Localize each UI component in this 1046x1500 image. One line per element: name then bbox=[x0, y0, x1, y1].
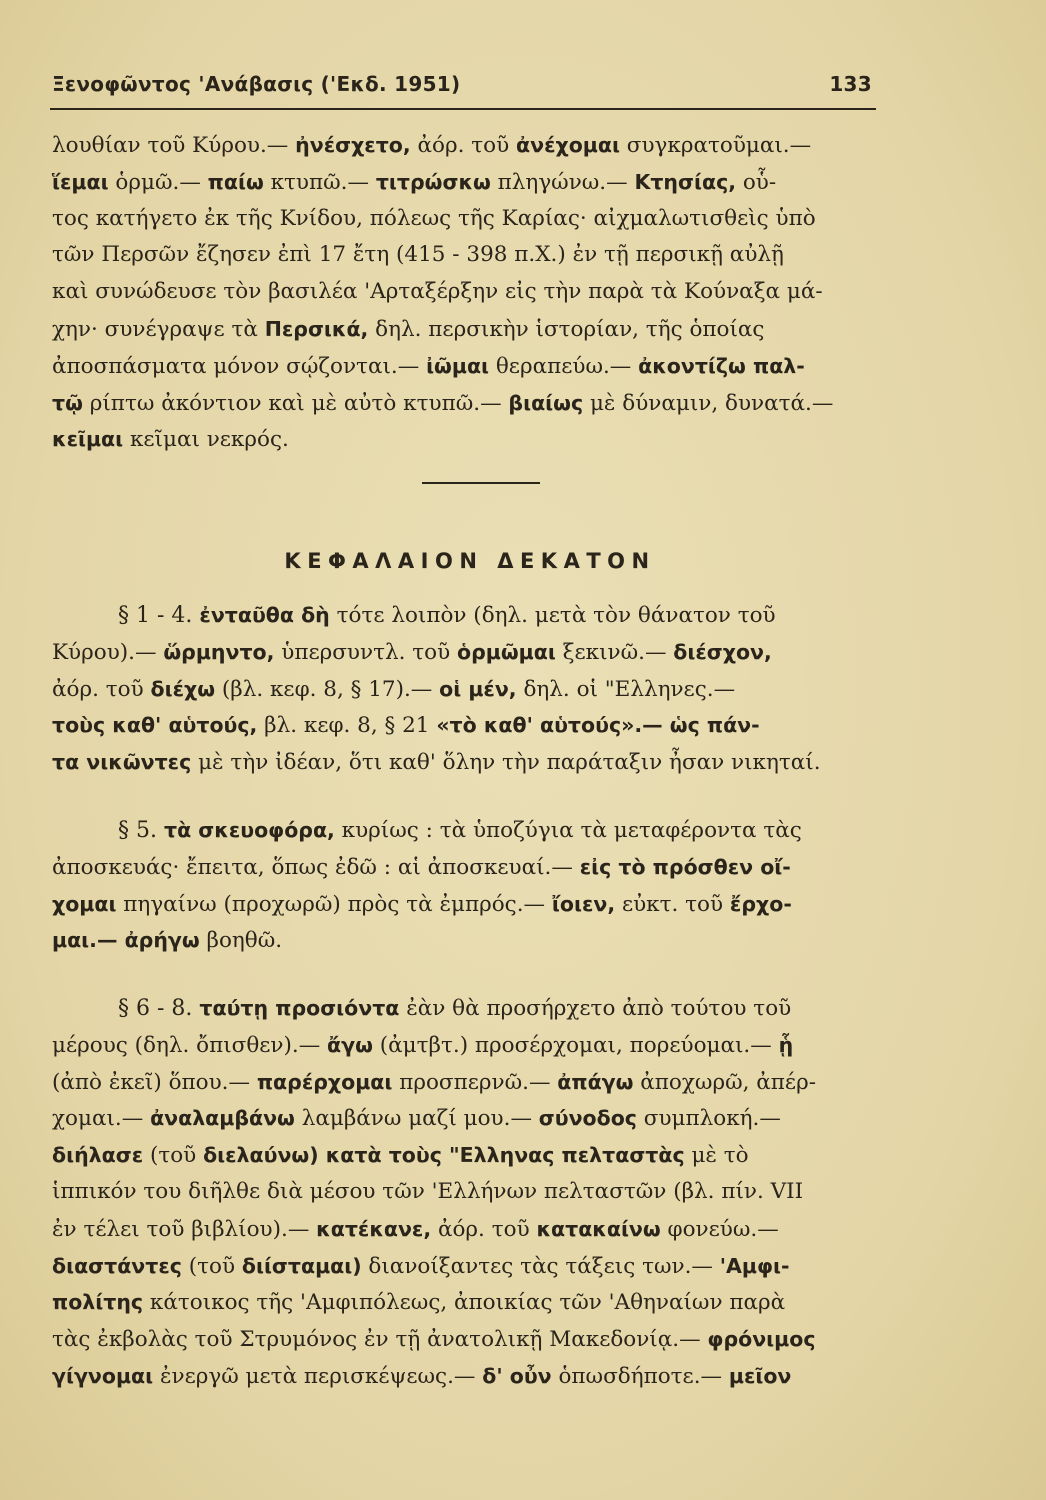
text-line bbox=[52, 634, 872, 671]
bold-term: ἠνέσχετο, bbox=[295, 133, 411, 157]
bold-term: τῷ bbox=[52, 390, 83, 415]
bold-term: τὰ σκευοφόρα, bbox=[163, 818, 335, 842]
bold-term: ἀπάγω bbox=[557, 1069, 634, 1094]
bold-term: ὁρμῶμαι bbox=[457, 639, 556, 664]
bold-term: διέχω bbox=[150, 676, 216, 701]
bold-term: κεῖμαι bbox=[52, 427, 124, 452]
gloss-text: τῶν Περσῶν ἔζησεν ἐπὶ 17 ἔτη (415 - 398 π.Χ.) ἐν τῇ περσικῇ αὐλῇ bbox=[52, 242, 784, 268]
gloss-text: ἀόρ. τοῦ bbox=[410, 133, 517, 158]
bold-term: ᾗ bbox=[778, 1032, 794, 1057]
gloss-text: ἀόρ. τοῦ bbox=[52, 676, 151, 702]
gloss-text: ἐὰν θὰ προσήρχετο ἀπὸ τούτου τοῦ bbox=[399, 996, 792, 1021]
gloss-text: διανοίξαντες τὰς τάξεις των.— bbox=[361, 1253, 720, 1279]
text-line bbox=[52, 597, 872, 634]
page-number: 133 bbox=[829, 72, 872, 96]
text-line bbox=[52, 1064, 872, 1101]
bold-term: πολίτης bbox=[52, 1290, 144, 1315]
gloss-text: εὐκτ. τοῦ bbox=[615, 891, 730, 917]
text-line bbox=[52, 849, 872, 886]
header-rule bbox=[50, 108, 876, 110]
bold-term: παίω bbox=[207, 169, 264, 194]
bold-term: χομαι bbox=[52, 891, 117, 916]
bold-term: ἔρχο- bbox=[729, 891, 792, 916]
bold-term: ἰῶμαι bbox=[426, 353, 490, 378]
bold-term: ἀνέχομαι bbox=[516, 133, 620, 157]
gloss-text: συμπλοκή.— bbox=[636, 1106, 781, 1132]
bold-term: σύνοδος bbox=[538, 1106, 637, 1131]
bold-term: διέσχον, bbox=[673, 639, 772, 664]
gloss-text: (τοῦ bbox=[143, 1143, 204, 1169]
gloss-text: δηλ. οἱ "Ελληνες.— bbox=[516, 676, 736, 702]
text-line bbox=[52, 812, 872, 849]
bold-term: γίγνομαι bbox=[52, 1363, 154, 1388]
gloss-text: (τοῦ bbox=[181, 1253, 242, 1279]
gloss-text: τὰς ἐκβολὰς τοῦ Στρυμόνος ἐν τῇ ἀνατολικῇ Μακεδονίᾳ.— bbox=[52, 1327, 708, 1353]
gloss-text: ὑπερσυντλ. τοῦ bbox=[274, 639, 457, 665]
section-marker: § 5. bbox=[118, 818, 164, 843]
gloss-text: κυρίως : τὰ ὑποζύγια τὰ μεταφέροντα τὰς bbox=[334, 818, 802, 843]
bold-term: τιτρώσκω bbox=[375, 169, 491, 194]
glossary-paragraph-5 bbox=[52, 812, 872, 959]
text-line bbox=[52, 922, 872, 959]
bold-term: μαι.— ἀρήγω bbox=[52, 928, 200, 953]
bold-term: βιαίως bbox=[508, 390, 584, 415]
gloss-text: κτυπῶ.— bbox=[263, 169, 376, 195]
bold-term: μεῖον bbox=[728, 1363, 792, 1388]
bold-term: δ' οὖν bbox=[482, 1363, 552, 1388]
text-line bbox=[52, 1137, 872, 1174]
gloss-text: μὲ τὴν ἰδέαν, ὅτι καθ' ὅλην τὴν παράταξιν ἦσαν νικηταί. bbox=[191, 750, 821, 776]
gloss-text: (βλ. κεφ. 8, § 17).— bbox=[215, 676, 440, 702]
text-line bbox=[52, 707, 872, 744]
running-header bbox=[52, 72, 872, 96]
gloss-text: μέρους (δηλ. ὄπισθεν).— bbox=[52, 1032, 328, 1058]
header-title: Ξενοφῶντος 'Ανάβασις ('Εκδ. 1951) bbox=[52, 72, 461, 96]
text-line bbox=[52, 201, 872, 238]
gloss-text: χην· συνέγραψε τὰ bbox=[52, 316, 265, 342]
gloss-text: δηλ. περσικὴν ἱστορίαν, τῆς ὁποίας bbox=[368, 316, 765, 342]
gloss-text: κάτοικος τῆς 'Αμφιπόλεως, ἀποικίας τῶν 'Αθηναίων παρὰ bbox=[143, 1290, 786, 1316]
gloss-text: τότε λοιπὸν (δηλ. μετὰ τὸν θάνατον τοῦ bbox=[329, 603, 776, 628]
gloss-text: λουθίαν τοῦ Κύρου.— bbox=[52, 133, 296, 158]
gloss-text: ὁρμῶ.— bbox=[108, 169, 208, 195]
bold-term: ἀκοντίζω παλ- bbox=[638, 353, 805, 378]
gloss-text: (ἀμτβτ.) προσέρχομαι, πορεύομαι.— bbox=[372, 1032, 779, 1058]
chapter-heading: ΚΕΦΑΛΑΙΟΝ ΔΕΚΑΤΟΝ bbox=[284, 549, 656, 573]
text-line bbox=[52, 1284, 872, 1321]
text-line bbox=[52, 348, 872, 385]
bold-term: ἄγω bbox=[327, 1032, 373, 1057]
gloss-text: ξεκινῶ.— bbox=[555, 639, 674, 665]
bold-term: κατέκανε, bbox=[316, 1216, 432, 1241]
text-line bbox=[52, 385, 872, 422]
text-line bbox=[52, 237, 872, 274]
gloss-text: προσπερνῶ.— bbox=[392, 1069, 558, 1095]
gloss-text: φονεύω.— bbox=[660, 1216, 779, 1242]
text-line bbox=[52, 274, 872, 311]
text-line bbox=[52, 127, 872, 164]
gloss-text: τος κατήγετο ἐκ τῆς Κνίδου, πόλεως τῆς Καρίας· αἰχμαλωτισθεὶς ὑπὸ bbox=[52, 205, 816, 231]
text-line bbox=[52, 990, 872, 1027]
text-line bbox=[52, 164, 872, 201]
gloss-text: Κύρου).— bbox=[52, 639, 164, 665]
text-line bbox=[52, 1358, 872, 1395]
gloss-text: ἀόρ. τοῦ bbox=[431, 1216, 537, 1242]
section-marker: § 1 - 4. bbox=[118, 603, 200, 628]
gloss-text: συγκρατοῦμαι.— bbox=[619, 133, 812, 158]
section-marker: § 6 - 8. bbox=[118, 996, 200, 1021]
bold-term: διαστάντες bbox=[52, 1253, 182, 1278]
text-line bbox=[52, 1248, 872, 1285]
text-line bbox=[52, 744, 872, 781]
bold-term: ταύτῃ προσιόντα bbox=[199, 996, 400, 1020]
gloss-text: θεραπεύω.— bbox=[489, 353, 639, 379]
text-line bbox=[52, 311, 872, 348]
bold-term: κατακαίνω bbox=[536, 1216, 661, 1241]
gloss-text: ἱππικόν του διῆλθε διὰ μέσου τῶν 'Ελλήνων πελταστῶν (βλ. πίν. VII bbox=[52, 1178, 804, 1204]
text-line bbox=[52, 1211, 872, 1248]
bold-term: τοὺς καθ' αὑτούς, bbox=[52, 713, 258, 738]
bold-term: ἐνταῦθα δὴ bbox=[199, 603, 330, 627]
bold-term: εἰς τὸ πρόσθεν οἴ- bbox=[579, 854, 791, 879]
gloss-text: λαμβάνω μαζί μου.— bbox=[294, 1106, 539, 1132]
text-line bbox=[52, 1174, 872, 1211]
gloss-text: καὶ συνώδευσε τὸν βασιλέα 'Αρταξέρξην εἰς τὴν παρὰ τὰ Κούναξα μά- bbox=[52, 279, 823, 305]
bold-term: ὥρμηντο, bbox=[163, 639, 275, 664]
gloss-text: ἀποχωρῶ, ἀπέρ- bbox=[633, 1069, 816, 1095]
section-divider bbox=[422, 482, 540, 484]
text-line bbox=[52, 671, 872, 708]
bold-term: ἵεμαι bbox=[52, 169, 109, 194]
glossary-paragraph-6-8 bbox=[52, 990, 872, 1395]
gloss-text: ἀποσκευάς· ἔπειτα, ὅπως ἐδῶ : αἱ ἀποσκευαί.— bbox=[52, 854, 580, 880]
bold-term: «τὸ καθ' αὑτούς».— ὡς πάν- bbox=[436, 713, 760, 738]
gloss-text: πηγαίνω (προχωρῶ) πρὸς τὰ ἐμπρός.— bbox=[116, 891, 552, 917]
text-line bbox=[52, 1100, 872, 1137]
bold-term: διελαύνω) κατὰ τοὺς "Ελληνας πελταστὰς bbox=[203, 1143, 685, 1168]
gloss-text: βοηθῶ. bbox=[199, 928, 283, 954]
text-line bbox=[52, 886, 872, 923]
gloss-text: οὗ- bbox=[736, 169, 777, 195]
gloss-text: ὁπωσδήποτε.— bbox=[551, 1363, 729, 1389]
text-line bbox=[52, 421, 872, 458]
bold-term: ἴοιεν, bbox=[551, 891, 616, 916]
bold-term: ἀναλαμβάνω bbox=[150, 1106, 295, 1131]
bold-term: οἱ μέν, bbox=[439, 676, 517, 701]
bold-term: παρέρχομαι bbox=[256, 1069, 393, 1094]
gloss-text: χομαι.— bbox=[52, 1106, 151, 1132]
bold-term: Κτησίας, bbox=[634, 169, 737, 194]
bold-term: διίσταμαι) bbox=[241, 1253, 362, 1278]
gloss-text: μὲ δύναμιν, δυνατά.— bbox=[583, 390, 834, 416]
gloss-text: ἐν τέλει τοῦ βιβλίου).— bbox=[52, 1216, 317, 1242]
gloss-text: ρίπτω ἀκόντιον καὶ μὲ αὐτὸ κτυπῶ.— bbox=[82, 390, 509, 416]
gloss-text: πληγώνω.— bbox=[490, 169, 635, 195]
text-line bbox=[52, 1027, 872, 1064]
gloss-text: κεῖμαι νεκρός. bbox=[123, 427, 289, 453]
bold-term: διήλασε bbox=[52, 1143, 144, 1168]
bold-term: τα νικῶντες bbox=[52, 750, 192, 775]
gloss-text: βλ. κεφ. 8, § 21 bbox=[257, 713, 437, 739]
gloss-text: (ἀπὸ ἐκεῖ) ὅπου.— bbox=[52, 1069, 257, 1095]
gloss-text: μὲ τὸ bbox=[684, 1143, 749, 1169]
glossary-block-chapter-9-end bbox=[52, 127, 872, 458]
gloss-text: ἀποσπάσματα μόνον σῴζονται.— bbox=[52, 353, 427, 379]
bold-term: 'Αμφι- bbox=[719, 1253, 790, 1278]
gloss-text: ἐνεργῶ μετὰ περισκέψεως.— bbox=[153, 1363, 483, 1389]
bold-term: φρόνιμος bbox=[707, 1327, 816, 1352]
glossary-paragraph-1-4 bbox=[52, 597, 872, 781]
text-line bbox=[52, 1321, 872, 1358]
bold-term: Περσικά, bbox=[264, 316, 369, 341]
